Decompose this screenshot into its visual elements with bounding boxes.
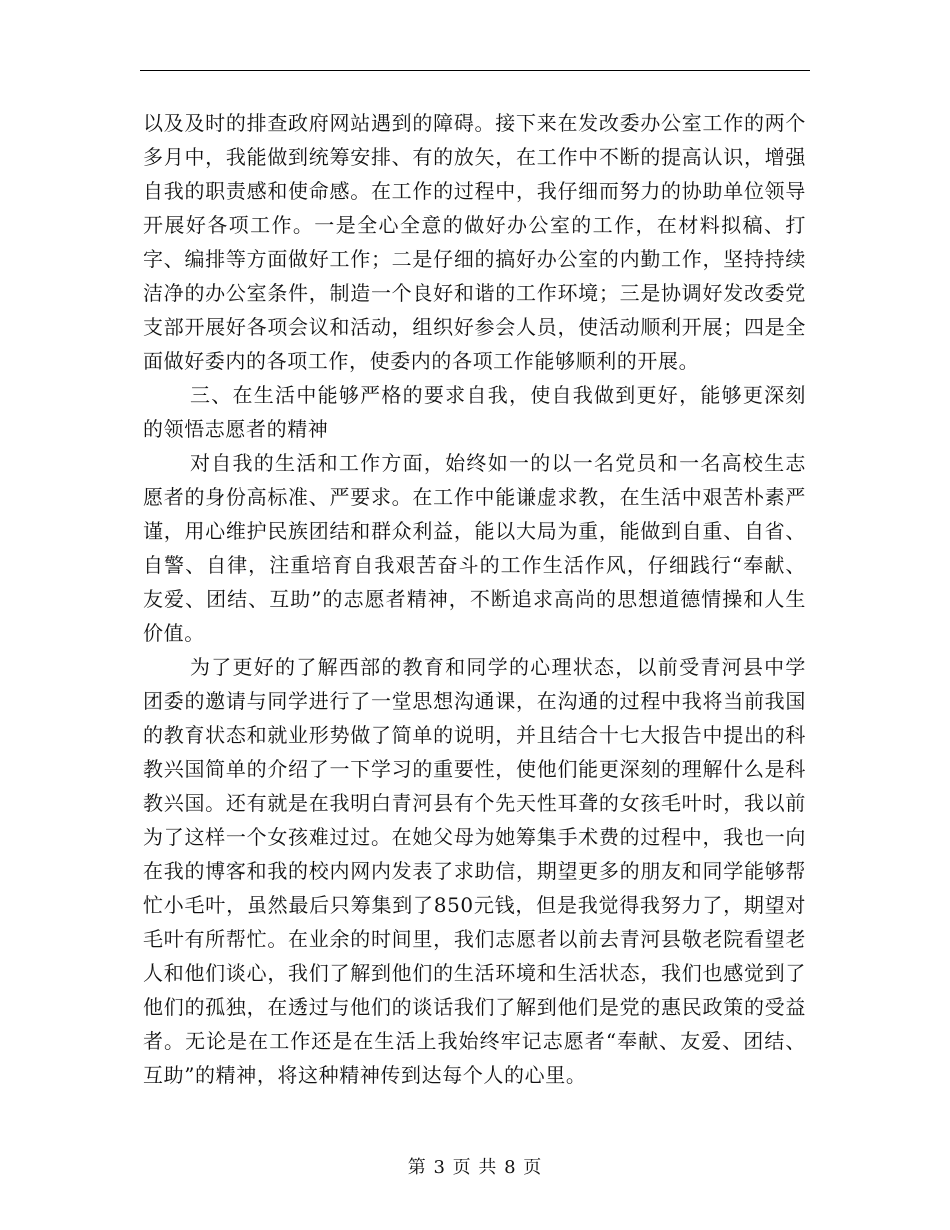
- page-number: 第 3 页 共 8 页: [407, 1157, 543, 1178]
- paragraph-volunteer-activities: 为了更好的了解西部的教育和同学的心理状态，以前受青河县中学团委的邀请与同学进行了一堂思想沟通课，在沟通的过程中我将当前我国的教育状态和就业形势做了简单的说明，并且结合十七大报告中提出的科教兴国简单的介绍了一下学习的重要性，使他们能更深刻的理解什么是科教兴国。还有就是在我明白青河县有个先天性耳聋的女孩毛叶时，我以前为了这样一个女孩难过过。在她父母为她筹集手术费的过程中，我也一向在我的博客和我的校内网内发表了求助信，期望更多的朋友和同学能够帮忙小毛叶，虽然最后只筹集到了850元钱，但是我觉得我努力了，期望对毛叶有所帮忙。在业余的时间里，我们志愿者以前去青河县敬老院看望老人和他们谈心，我们了解到他们的生活环境和生活状态，我们也感觉到了他们的孤独，在透过与他们的谈话我们了解到他们是党的惠民政策的受益者。无论是在工作还是在生活上我始终牢记志愿者“奉献、友爱、团结、互助”的精神，将这种精神传到达每个人的心里。: [143, 655, 806, 1087]
- paragraph-self-discipline: 对自我的生活和工作方面，始终如一的以一名党员和一名高校生志愿者的身份高标准、严要求。在工作中能谦虚求教，在生活中艰苦朴素严谨，用心维护民族团结和群众利益，能以大局为重，能做到自重、自省、自警、自律，注重培育自我艰苦奋斗的工作生活作风，仔细践行“奉献、友爱、团结、互助”的志愿者精神，不断追求高尚的思想道德情操和人生价值。: [143, 451, 806, 645]
- paragraph-continuation: 以及及时的排查政府网站遇到的障碍。接下来在发改委办公室工作的两个多月中，我能做到统筹安排、有的放矢，在工作中不断的提高认识，增强自我的职责感和使命感。在工作的过程中，我仔细而努力的协助单位领导开展好各项工作。一是全心全意的做好办公室的工作，在材料拟稿、打字、编排等方面做好工作；二是仔细的搞好办公室的内勤工作，坚持持续洁净的办公室条件，制造一个良好和谐的工作环境；三是协调好发改委党支部开展好各项会议和活动，组织好参会人员，使活动顺利开展；四是全面做好委内的各项工作，使委内的各项工作能够顺利的开展。: [143, 111, 806, 373]
- body-text: [143, 106, 806, 1092]
- page-footer: [0, 1153, 950, 1179]
- section-heading: 三、在生活中能够严格的要求自我，使自我做到更好，能够更深刻的领悟志愿者的精神: [143, 383, 806, 441]
- header-rule: [140, 70, 810, 71]
